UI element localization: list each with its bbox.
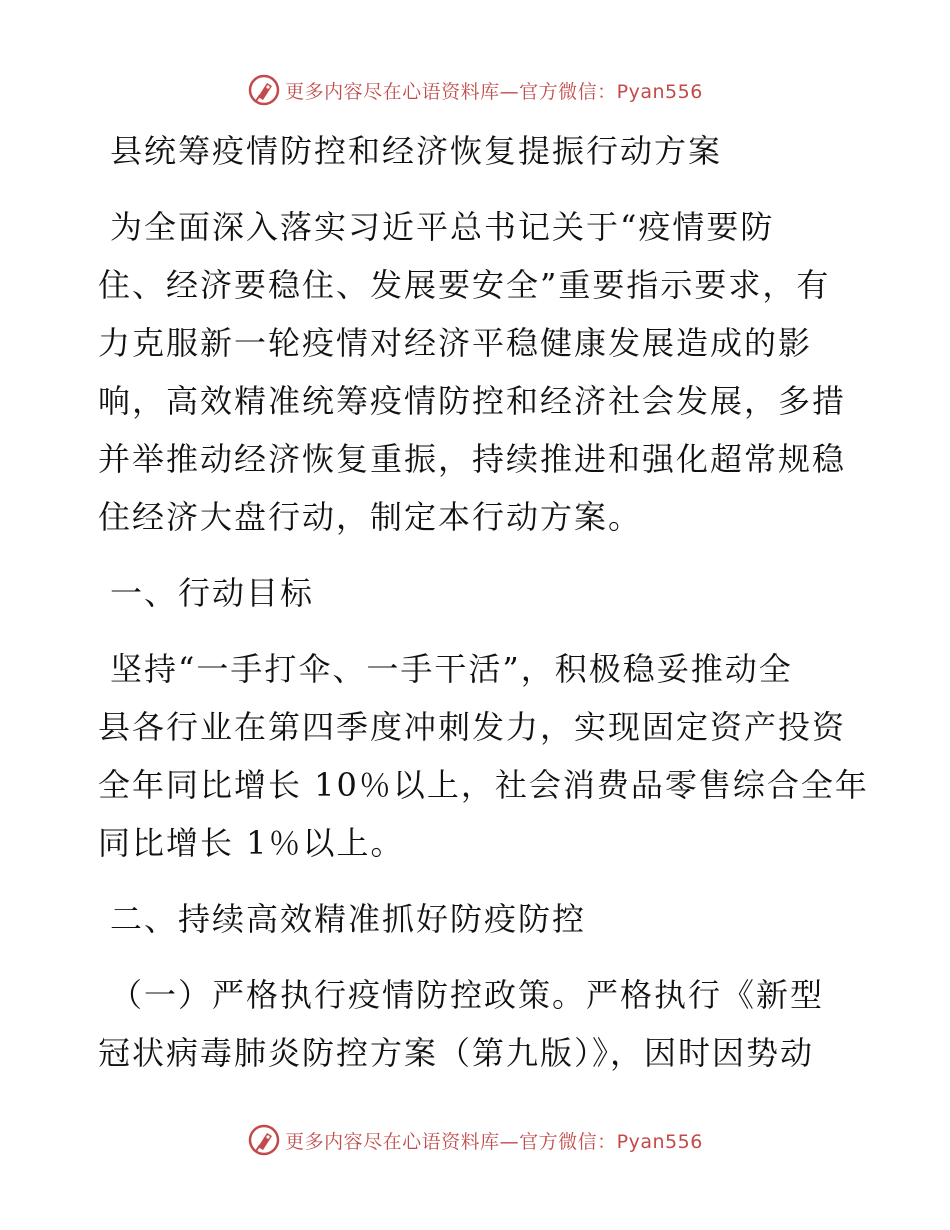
paragraph-line: 为全面深入落实习近平总书记关于“疫情要防 xyxy=(110,208,775,246)
section1-paragraph xyxy=(98,640,869,872)
watermark-text: 更多内容尽在心语资料库—官方微信：Pyan556 xyxy=(285,80,703,103)
paragraph-line: （一）严格执行疫情防控政策。严格执行《新型 xyxy=(110,976,825,1014)
document-title: 县统筹疫情防控和经济恢复提振行动方案 xyxy=(110,132,723,170)
footer-watermark-banner xyxy=(0,1120,950,1160)
section2-paragraph xyxy=(98,966,858,1082)
paragraph-line: 冠状病毒肺炎防控方案（第九版）》，因时因势动 xyxy=(98,1034,815,1072)
pen-nib-icon xyxy=(247,73,281,107)
paragraph-line: 同比增长 1％以上。 xyxy=(98,824,405,862)
paragraph-line: 并举推动经济恢复重振，持续推进和强化超常规稳 xyxy=(98,440,847,478)
paragraph-line: 县各行业在第四季度冲刺发力，实现固定资产投资 xyxy=(98,708,847,746)
header-watermark-banner xyxy=(0,70,950,110)
document-body xyxy=(98,122,869,1082)
paragraph-line: 响，高效精准统筹疫情防控和经济社会发展，多措 xyxy=(98,382,847,420)
paragraph-line: 力克服新一轮疫情对经济平稳健康发展造成的影 xyxy=(98,324,813,362)
section-heading-1: 一、行动目标 xyxy=(110,574,315,612)
section-heading-2: 二、持续高效精准抓好防疫防控 xyxy=(110,900,587,938)
paragraph-line: 坚持“一手打伞、一手干活”，积极稳妥推动全 xyxy=(110,650,793,688)
paragraph-line: 住、经济要稳住、发展要安全”重要指示要求，有 xyxy=(98,266,831,304)
paragraph-line: 全年同比增长 10％以上，社会消费品零售综合全年 xyxy=(98,766,869,804)
pen-nib-icon xyxy=(247,1123,281,1157)
watermark-text: 更多内容尽在心语资料库—官方微信：Pyan556 xyxy=(285,1130,703,1153)
intro-paragraph xyxy=(98,198,858,546)
paragraph-line: 住经济大盘行动，制定本行动方案。 xyxy=(98,498,643,536)
